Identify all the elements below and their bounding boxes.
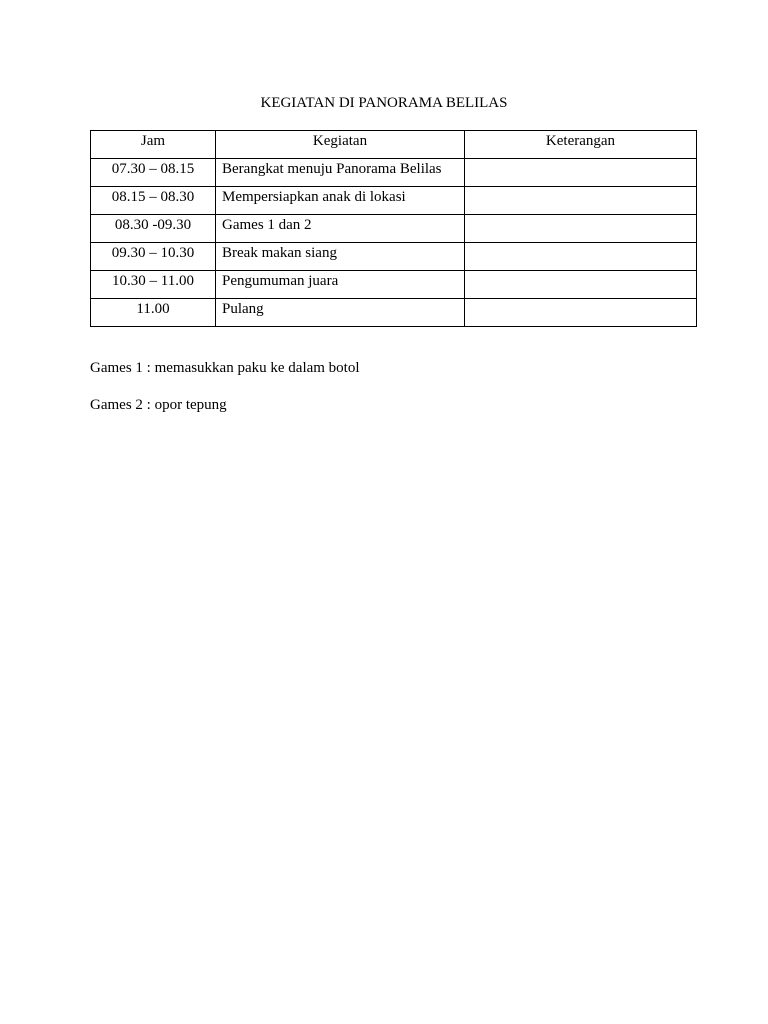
table-row bbox=[91, 243, 697, 271]
cell-keterangan bbox=[465, 243, 697, 271]
cell-kegiatan: Games 1 dan 2 bbox=[216, 215, 465, 243]
games-1-note: Games 1 : memasukkan paku ke dalam botol bbox=[90, 360, 360, 376]
games-2-note: Games 2 : opor tepung bbox=[90, 397, 227, 413]
cell-jam: 08.30 -09.30 bbox=[91, 215, 216, 243]
table-row bbox=[91, 271, 697, 299]
header-keterangan: Keterangan bbox=[465, 131, 697, 159]
cell-jam: 07.30 – 08.15 bbox=[91, 159, 216, 187]
cell-keterangan bbox=[465, 271, 697, 299]
table-row bbox=[91, 159, 697, 187]
document-title: KEGIATAN DI PANORAMA BELILAS bbox=[260, 95, 508, 111]
table-row bbox=[91, 187, 697, 215]
cell-jam: 09.30 – 10.30 bbox=[91, 243, 216, 271]
cell-kegiatan: Berangkat menuju Panorama Belilas bbox=[216, 159, 465, 187]
table-header-row bbox=[91, 131, 697, 159]
cell-kegiatan: Pengumuman juara bbox=[216, 271, 465, 299]
cell-keterangan bbox=[465, 299, 697, 327]
cell-jam: 08.15 – 08.30 bbox=[91, 187, 216, 215]
cell-kegiatan: Break makan siang bbox=[216, 243, 465, 271]
table-row bbox=[91, 215, 697, 243]
cell-jam: 11.00 bbox=[91, 299, 216, 327]
schedule-table bbox=[90, 130, 697, 327]
cell-keterangan bbox=[465, 187, 697, 215]
cell-keterangan bbox=[465, 215, 697, 243]
header-kegiatan: Kegiatan bbox=[216, 131, 465, 159]
header-jam: Jam bbox=[91, 131, 216, 159]
cell-jam: 10.30 – 11.00 bbox=[91, 271, 216, 299]
table-row bbox=[91, 299, 697, 327]
cell-keterangan bbox=[465, 159, 697, 187]
cell-kegiatan: Mempersiapkan anak di lokasi bbox=[216, 187, 465, 215]
cell-kegiatan: Pulang bbox=[216, 299, 465, 327]
